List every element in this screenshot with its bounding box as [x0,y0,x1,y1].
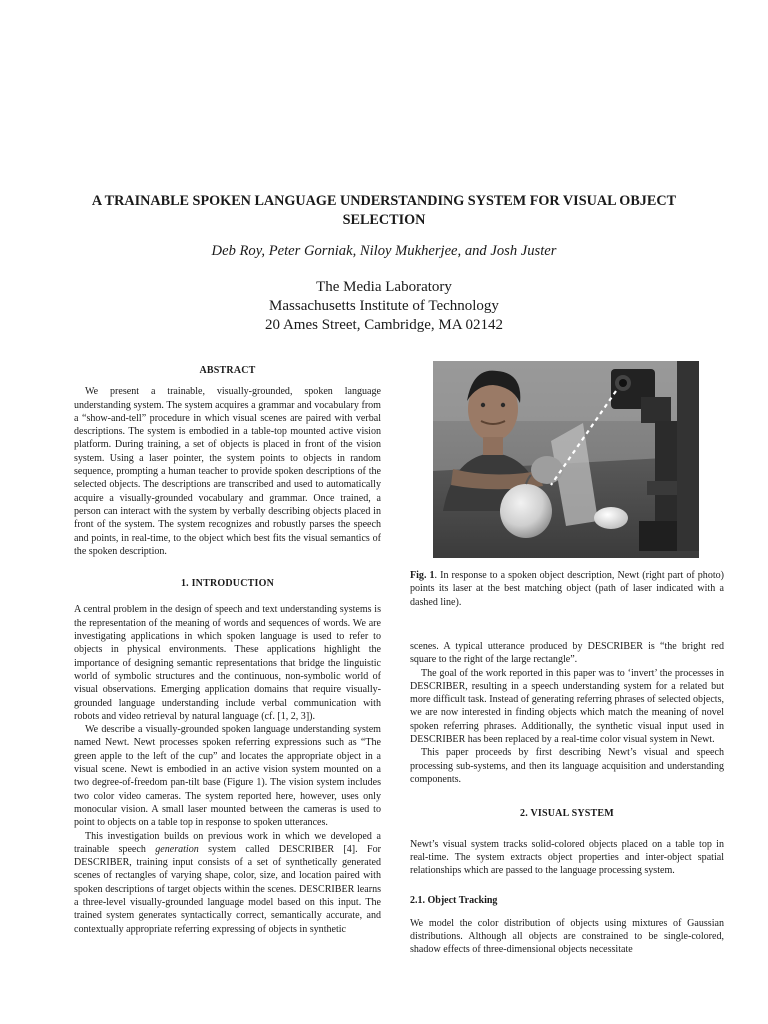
lab-scene-image [433,361,699,558]
figure-1-label: Fig. 1 [410,570,435,581]
right-paragraph-1: scenes. A typical utterance produced by DESCRIBER is “the bright red square to the right of the large rectangle”. [410,641,724,666]
affiliation [60,278,708,335]
figure-1-photo [433,361,699,558]
object-tracking-heading: 2.1. Object Tracking [410,895,498,907]
introduction-paragraph-2: We describe a visually-grounded spoken language understanding system named Newt. Newt processes spoken referring expressions such as “The green apple to the left of the cup” and locates the appropriate object in a visual scene. Newt is embodied in an active vision system mounted on a two degree-of-freedom pan-tilt base (Figure 1). The vision system includes two color video cameras. The system reported here, however, uses only monocular vision. A small laser mounted between the cameras is used to point to objects on a table top in response to spoken utterances. [74,724,381,829]
second-apple [531,456,563,484]
visual-system-paragraph-1: Newt’s visual system tracks solid-colored objects placed on a table top in real-time. The system extracts object properties and inter-object spatial relationships which are passed to the language processing system. [410,838,724,877]
abstract-heading: ABSTRACT [199,365,256,376]
introduction-p3-end: system called DESCRIBER [4]. For DESCRIBER, training input consists of a set of synthetically generated scenes of rectangles of varying shape, color, size, and location paired with spoken descriptions of target objects within the scenes. DESCRIBER learns a three-level visually-grounded language model based on this input. The trained system generates syntactically correct, semantically accurate, and contextually appropriate referring expressing of objects in synthetic [74,843,381,935]
introduction-paragraph-3 [74,830,381,936]
visual-system-heading: 2. VISUAL SYSTEM [520,808,614,820]
right-column [410,640,724,957]
introduction-p3-start: This investigation builds on previous work in which we developed a trainable speech [74,830,381,855]
introduction-heading: 1. INTRODUCTION [180,578,274,590]
left-column [74,364,381,936]
abstract-text: We present a trainable, visually-grounded, spoken language understanding system. The system acquires a grammar and vocabulary from a “show-and-tell” procedure in which visual scenes are paired with verbal descriptions. The system is embodied in a table-top mounted active vision platform. During training, a set of objects is placed in front of the vision system. Using a laser pointer, the system points to objects in random sequence, prompting a human teacher to provide spoken descriptions of the selected objects. The descriptions are transcribed and used to automatically acquire a visually-grounded vocabulary and grammar. Once trained, a person can interact with the system by verbally describing objects placed in front of the system. The system recognizes and robustly parses the speech and points, in real-time, to the object which best fits the visual semantics of the spoken description. [74,386,381,557]
affiliation-line-3: 20 Ames Street, Cambridge, MA 02142 [265,317,503,333]
right-paragraph-3: This paper proceeds by first describing Newt’s visual and speech processing sub-systems, and then its language acquisition and understanding components. [410,747,724,785]
lemon-object [594,507,628,529]
figure-1-caption-text: . In response to a spoken object description, Newt (right part of photo) points its laser at the best matching object (path of laser indicated with a dashed line). [410,570,724,608]
paper-title: A TRAINABLE SPOKEN LANGUAGE UNDERSTANDING SYSTEM FOR VISUAL OBJECT SELECTION [91,193,677,228]
figure-1-caption [410,569,724,609]
affiliation-line-2: Massachusetts Institute of Technology [269,298,499,314]
affiliation-line-1: The Media Laboratory [316,279,452,295]
right-paragraph-2: The goal of the work reported in this paper was to ‘invert’ the processes in DESCRIBER, resulting in a speech understanding system for a related but more difficult task. Instead of generating referring phrases of selected objects, we are now interested in finding objects which match the meaning of novel spoken referring phrases. Additionally, the synthetic visual input used in DESCRIBER has been replaced by a real-time color visual system in Newt. [410,667,724,746]
paper-authors: Deb Roy, Peter Gorniak, Niloy Mukherjee, and Josh Juster [211,243,557,259]
introduction-p3-emphasis: generation [155,843,199,855]
introduction-paragraph-1: A central problem in the design of speech and text understanding systems is the representation of the meaning of words and sequences of words. We are investigating applications in which spoken language is used to refer to objects in physical environments. These applications highlight the importance of designing semantic representations that bridge the linguistic world of symbolic structures and the continuous, non-symbolic world of visual observations. Emerging application domains that require visually-grounded language understanding include verbal communication with robots and video retrieval by natural language (cf. [1, 2, 3]). [74,604,381,722]
visual-system-paragraph-2: We model the color distribution of objects using mixtures of Gaussian distributions. Although all objects are constrained to be single-colored, shadow effects of three-dimensional objects necessitate [410,917,724,956]
